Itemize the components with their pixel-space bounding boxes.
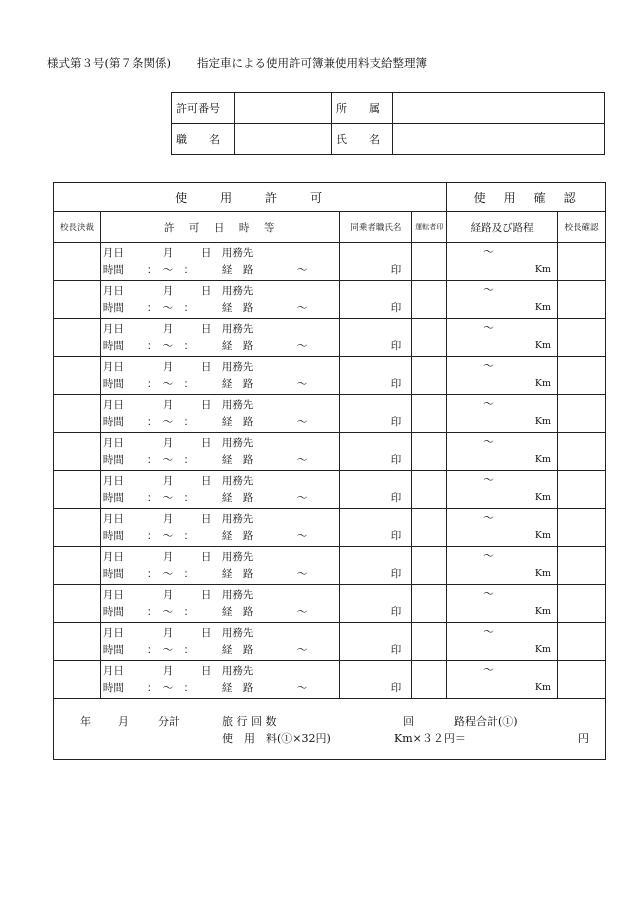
permit-datetime-cell[interactable] <box>100 661 340 699</box>
destination-label: 用務先 <box>221 627 254 639</box>
principal-approval-cell[interactable] <box>54 395 101 433</box>
driver-seal-cell[interactable] <box>412 395 447 433</box>
route-label: 経 路 <box>221 492 254 504</box>
driver-seal-header: 運転者印 <box>412 212 447 243</box>
permit-number-label: 許可番号 <box>172 93 235 124</box>
passenger-cell[interactable] <box>340 661 412 699</box>
day-label: 日 <box>200 361 212 373</box>
form-number: 様式第３号(第７条関係) <box>47 56 171 70</box>
km-unit: Km <box>534 378 552 389</box>
passenger-cell[interactable] <box>340 243 412 281</box>
route-label: 経 路 <box>221 340 254 352</box>
km-unit: Km <box>534 416 552 427</box>
passenger-cell[interactable] <box>340 319 412 357</box>
permit-datetime-header: 許 可 日 時 等 <box>100 212 340 243</box>
seal-mark: 印 <box>390 568 402 580</box>
time-label: 時間 <box>102 682 124 694</box>
route-label: 経 路 <box>221 568 254 580</box>
fee-formula: Km×３２円＝ <box>394 732 466 745</box>
destination-label: 用務先 <box>221 285 254 297</box>
position-label: 職 名 <box>172 124 235 155</box>
distance-tilde: ～ <box>483 588 494 600</box>
route-label: 経 路 <box>221 530 254 542</box>
km-unit: Km <box>534 644 552 655</box>
route-label: 経 路 <box>221 644 254 656</box>
km-unit: Km <box>534 264 552 275</box>
principal-approval-cell[interactable] <box>54 471 101 509</box>
principal-approval-cell[interactable] <box>54 357 101 395</box>
date-label: 月日 <box>102 437 124 449</box>
month-label: 月 <box>162 475 174 487</box>
driver-seal-cell[interactable] <box>412 585 447 623</box>
driver-seal-cell[interactable] <box>412 319 447 357</box>
date-label: 月日 <box>102 399 124 411</box>
principal-approval-cell[interactable] <box>54 281 101 319</box>
seal-mark: 印 <box>390 416 402 428</box>
log-row <box>54 395 606 433</box>
time-range: ： ～ ： <box>146 568 195 580</box>
principal-confirm-cell[interactable] <box>558 509 606 547</box>
route-tilde: ～ <box>296 264 308 276</box>
day-label: 日 <box>200 475 212 487</box>
permit-datetime-cell[interactable] <box>100 395 340 433</box>
driver-seal-cell[interactable] <box>412 509 447 547</box>
summary-year: 年 <box>80 715 91 728</box>
time-range: ： ～ ： <box>146 378 195 390</box>
time-label: 時間 <box>102 492 124 504</box>
route-label: 経 路 <box>221 378 254 390</box>
permit-datetime-cell[interactable] <box>100 357 340 395</box>
destination-label: 用務先 <box>221 665 254 677</box>
route-tilde: ～ <box>296 644 308 656</box>
distance-tilde: ～ <box>483 474 494 486</box>
time-label: 時間 <box>102 530 124 542</box>
km-unit: Km <box>534 568 552 579</box>
time-label: 時間 <box>102 302 124 314</box>
principal-approval-cell[interactable] <box>54 623 101 661</box>
route-tilde: ～ <box>296 568 308 580</box>
principal-approval-cell[interactable] <box>54 433 101 471</box>
day-label: 日 <box>200 437 212 449</box>
permit-datetime-cell[interactable] <box>100 585 340 623</box>
seal-mark: 印 <box>390 454 402 466</box>
principal-confirm-cell[interactable] <box>558 281 606 319</box>
log-row <box>54 433 606 471</box>
date-label: 月日 <box>102 475 124 487</box>
principal-approval-cell[interactable] <box>54 319 101 357</box>
principal-confirm-cell[interactable] <box>558 547 606 585</box>
date-label: 月日 <box>102 247 124 259</box>
route-distance-cell[interactable] <box>447 585 558 623</box>
principal-approval-cell[interactable] <box>54 509 101 547</box>
seal-mark: 印 <box>390 378 402 390</box>
time-label: 時間 <box>102 378 124 390</box>
time-range: ： ～ ： <box>146 340 195 352</box>
route-distance-cell[interactable] <box>447 281 558 319</box>
time-range: ： ～ ： <box>146 302 195 314</box>
seal-mark: 印 <box>390 302 402 314</box>
destination-label: 用務先 <box>221 475 254 487</box>
day-label: 日 <box>200 513 212 525</box>
permit-datetime-cell[interactable] <box>100 433 340 471</box>
driver-seal-cell[interactable] <box>412 547 447 585</box>
month-label: 月 <box>162 361 174 373</box>
document-header <box>47 55 427 71</box>
driver-seal-cell[interactable] <box>412 281 447 319</box>
fee-yen-unit: 円 <box>578 732 589 745</box>
month-label: 月 <box>162 437 174 449</box>
passenger-cell[interactable] <box>340 433 412 471</box>
principal-approval-cell[interactable] <box>54 585 101 623</box>
principal-approval-cell[interactable] <box>54 243 101 281</box>
km-unit: Km <box>534 682 552 693</box>
principal-confirm-cell[interactable] <box>558 395 606 433</box>
passenger-cell[interactable] <box>340 547 412 585</box>
trip-count-label: 旅 行 回 数 <box>222 715 277 728</box>
time-label: 時間 <box>102 454 124 466</box>
seal-mark: 印 <box>390 682 402 694</box>
route-distance-cell[interactable] <box>447 433 558 471</box>
principal-confirm-header: 校長確認 <box>558 212 606 243</box>
destination-label: 用務先 <box>221 323 254 335</box>
destination-label: 用務先 <box>221 361 254 373</box>
distance-tilde: ～ <box>483 284 494 296</box>
seal-mark: 印 <box>390 492 402 504</box>
route-label: 経 路 <box>221 606 254 618</box>
route-tilde: ～ <box>296 492 308 504</box>
distance-tilde: ～ <box>483 246 494 258</box>
name-label: 氏 名 <box>332 124 393 155</box>
log-row <box>54 471 606 509</box>
passenger-cell[interactable] <box>340 281 412 319</box>
permit-datetime-cell[interactable] <box>100 319 340 357</box>
route-label: 経 路 <box>221 454 254 466</box>
month-label: 月 <box>162 551 174 563</box>
route-distance-cell[interactable] <box>447 661 558 699</box>
destination-label: 用務先 <box>221 513 254 525</box>
date-label: 月日 <box>102 627 124 639</box>
summary-subtotal: 分計 <box>158 715 180 728</box>
usage-confirmation-header: 使 用 確 認 <box>447 183 606 212</box>
permit-datetime-cell[interactable] <box>100 471 340 509</box>
distance-total-label: 路程合計(①) <box>454 715 518 728</box>
route-label: 経 路 <box>221 416 254 428</box>
date-label: 月日 <box>102 551 124 563</box>
month-label: 月 <box>162 323 174 335</box>
route-distance-cell[interactable] <box>447 547 558 585</box>
principal-confirm-cell[interactable] <box>558 243 606 281</box>
summary-month: 月 <box>118 715 129 728</box>
date-label: 月日 <box>102 589 124 601</box>
principal-approval-cell[interactable] <box>54 547 101 585</box>
log-row <box>54 281 606 319</box>
passenger-cell[interactable] <box>340 509 412 547</box>
month-label: 月 <box>162 665 174 677</box>
month-label: 月 <box>162 247 174 259</box>
route-distance-cell[interactable] <box>447 395 558 433</box>
km-unit: Km <box>534 606 552 617</box>
usage-fee-label: 使 用 料(①×32円) <box>222 732 331 745</box>
time-label: 時間 <box>102 644 124 656</box>
passenger-cell[interactable] <box>340 357 412 395</box>
seal-mark: 印 <box>390 530 402 542</box>
km-unit: Km <box>534 340 552 351</box>
time-range: ： ～ ： <box>146 682 195 694</box>
route-tilde: ～ <box>296 416 308 428</box>
route-distance-cell[interactable] <box>447 319 558 357</box>
date-label: 月日 <box>102 513 124 525</box>
principal-approval-cell[interactable] <box>54 661 101 699</box>
date-label: 月日 <box>102 665 124 677</box>
distance-tilde: ～ <box>483 512 494 524</box>
principal-confirm-cell[interactable] <box>558 585 606 623</box>
permit-datetime-cell[interactable] <box>100 623 340 661</box>
route-tilde: ～ <box>296 530 308 542</box>
month-label: 月 <box>162 589 174 601</box>
time-range: ： ～ ： <box>146 416 195 428</box>
log-row <box>54 547 606 585</box>
distance-tilde: ～ <box>483 322 494 334</box>
date-label: 月日 <box>102 323 124 335</box>
position-field[interactable] <box>235 124 332 155</box>
driver-seal-cell[interactable] <box>412 661 447 699</box>
log-row <box>54 585 606 623</box>
destination-label: 用務先 <box>221 399 254 411</box>
route-distance-cell[interactable] <box>447 471 558 509</box>
day-label: 日 <box>200 247 212 259</box>
route-tilde: ～ <box>296 606 308 618</box>
seal-mark: 印 <box>390 264 402 276</box>
day-label: 日 <box>200 323 212 335</box>
route-tilde: ～ <box>296 302 308 314</box>
affiliation-label: 所 属 <box>332 93 393 124</box>
log-row <box>54 243 606 281</box>
principal-confirm-cell[interactable] <box>558 433 606 471</box>
time-label: 時間 <box>102 568 124 580</box>
name-field[interactable] <box>393 124 605 155</box>
route-distance-header: 経路及び路程 <box>447 212 558 243</box>
day-label: 日 <box>200 589 212 601</box>
time-label: 時間 <box>102 340 124 352</box>
time-range: ： ～ ： <box>146 644 195 656</box>
driver-seal-cell[interactable] <box>412 623 447 661</box>
route-label: 経 路 <box>221 682 254 694</box>
time-range: ： ～ ： <box>146 606 195 618</box>
permit-number-field[interactable] <box>235 93 332 124</box>
month-label: 月 <box>162 513 174 525</box>
passenger-header: 同乗者職氏名 <box>340 212 412 243</box>
permit-datetime-cell[interactable] <box>100 243 340 281</box>
log-row <box>54 357 606 395</box>
day-label: 日 <box>200 665 212 677</box>
route-tilde: ～ <box>296 340 308 352</box>
log-row <box>54 661 606 699</box>
time-label: 時間 <box>102 416 124 428</box>
distance-tilde: ～ <box>483 360 494 372</box>
driver-seal-cell[interactable] <box>412 243 447 281</box>
month-label: 月 <box>162 399 174 411</box>
passenger-cell[interactable] <box>340 623 412 661</box>
affiliation-field[interactable] <box>393 93 605 124</box>
km-unit: Km <box>534 454 552 465</box>
route-tilde: ～ <box>296 378 308 390</box>
km-unit: Km <box>534 530 552 541</box>
day-label: 日 <box>200 399 212 411</box>
document-title: 指定車による使用許可簿兼使用料支給整理簿 <box>196 56 427 70</box>
log-row <box>54 319 606 357</box>
distance-tilde: ～ <box>483 436 494 448</box>
route-label: 経 路 <box>221 264 254 276</box>
route-label: 経 路 <box>221 302 254 314</box>
day-label: 日 <box>200 551 212 563</box>
principal-confirm-cell[interactable] <box>558 623 606 661</box>
route-distance-cell[interactable] <box>447 243 558 281</box>
usage-permission-header: 使 用 許 可 <box>54 183 447 212</box>
principal-approval-header: 校長決裁 <box>54 212 101 243</box>
date-label: 月日 <box>102 361 124 373</box>
month-label: 月 <box>162 285 174 297</box>
distance-tilde: ～ <box>483 398 494 410</box>
time-range: ： ～ ： <box>146 454 195 466</box>
destination-label: 用務先 <box>221 589 254 601</box>
passenger-cell[interactable] <box>340 471 412 509</box>
route-tilde: ～ <box>296 682 308 694</box>
permit-info-table <box>171 92 605 155</box>
km-unit: Km <box>534 492 552 503</box>
route-distance-cell[interactable] <box>447 509 558 547</box>
driver-seal-cell[interactable] <box>412 471 447 509</box>
principal-confirm-cell[interactable] <box>558 357 606 395</box>
usage-log-table <box>53 182 606 760</box>
log-row <box>54 623 606 661</box>
distance-tilde: ～ <box>483 664 494 676</box>
seal-mark: 印 <box>390 340 402 352</box>
distance-tilde: ～ <box>483 550 494 562</box>
summary-section <box>54 699 606 760</box>
permit-datetime-cell[interactable] <box>100 281 340 319</box>
time-label: 時間 <box>102 606 124 618</box>
day-label: 日 <box>200 627 212 639</box>
destination-label: 用務先 <box>221 551 254 563</box>
time-range: ： ～ ： <box>146 492 195 504</box>
distance-tilde: ～ <box>483 626 494 638</box>
day-label: 日 <box>200 285 212 297</box>
time-range: ： ～ ： <box>146 530 195 542</box>
driver-seal-cell[interactable] <box>412 357 447 395</box>
date-label: 月日 <box>102 285 124 297</box>
seal-mark: 印 <box>390 606 402 618</box>
trip-count-unit: 回 <box>403 715 414 728</box>
km-unit: Km <box>534 302 552 313</box>
route-distance-cell[interactable] <box>447 357 558 395</box>
passenger-cell[interactable] <box>340 585 412 623</box>
principal-confirm-cell[interactable] <box>558 661 606 699</box>
principal-confirm-cell[interactable] <box>558 471 606 509</box>
permit-datetime-cell[interactable] <box>100 547 340 585</box>
principal-confirm-cell[interactable] <box>558 319 606 357</box>
driver-seal-cell[interactable] <box>412 433 447 471</box>
month-label: 月 <box>162 627 174 639</box>
permit-datetime-cell[interactable] <box>100 509 340 547</box>
time-range: ： ～ ： <box>146 264 195 276</box>
route-distance-cell[interactable] <box>447 623 558 661</box>
destination-label: 用務先 <box>221 437 254 449</box>
time-label: 時間 <box>102 264 124 276</box>
log-row <box>54 509 606 547</box>
seal-mark: 印 <box>390 644 402 656</box>
destination-label: 用務先 <box>221 247 254 259</box>
route-tilde: ～ <box>296 454 308 466</box>
passenger-cell[interactable] <box>340 395 412 433</box>
